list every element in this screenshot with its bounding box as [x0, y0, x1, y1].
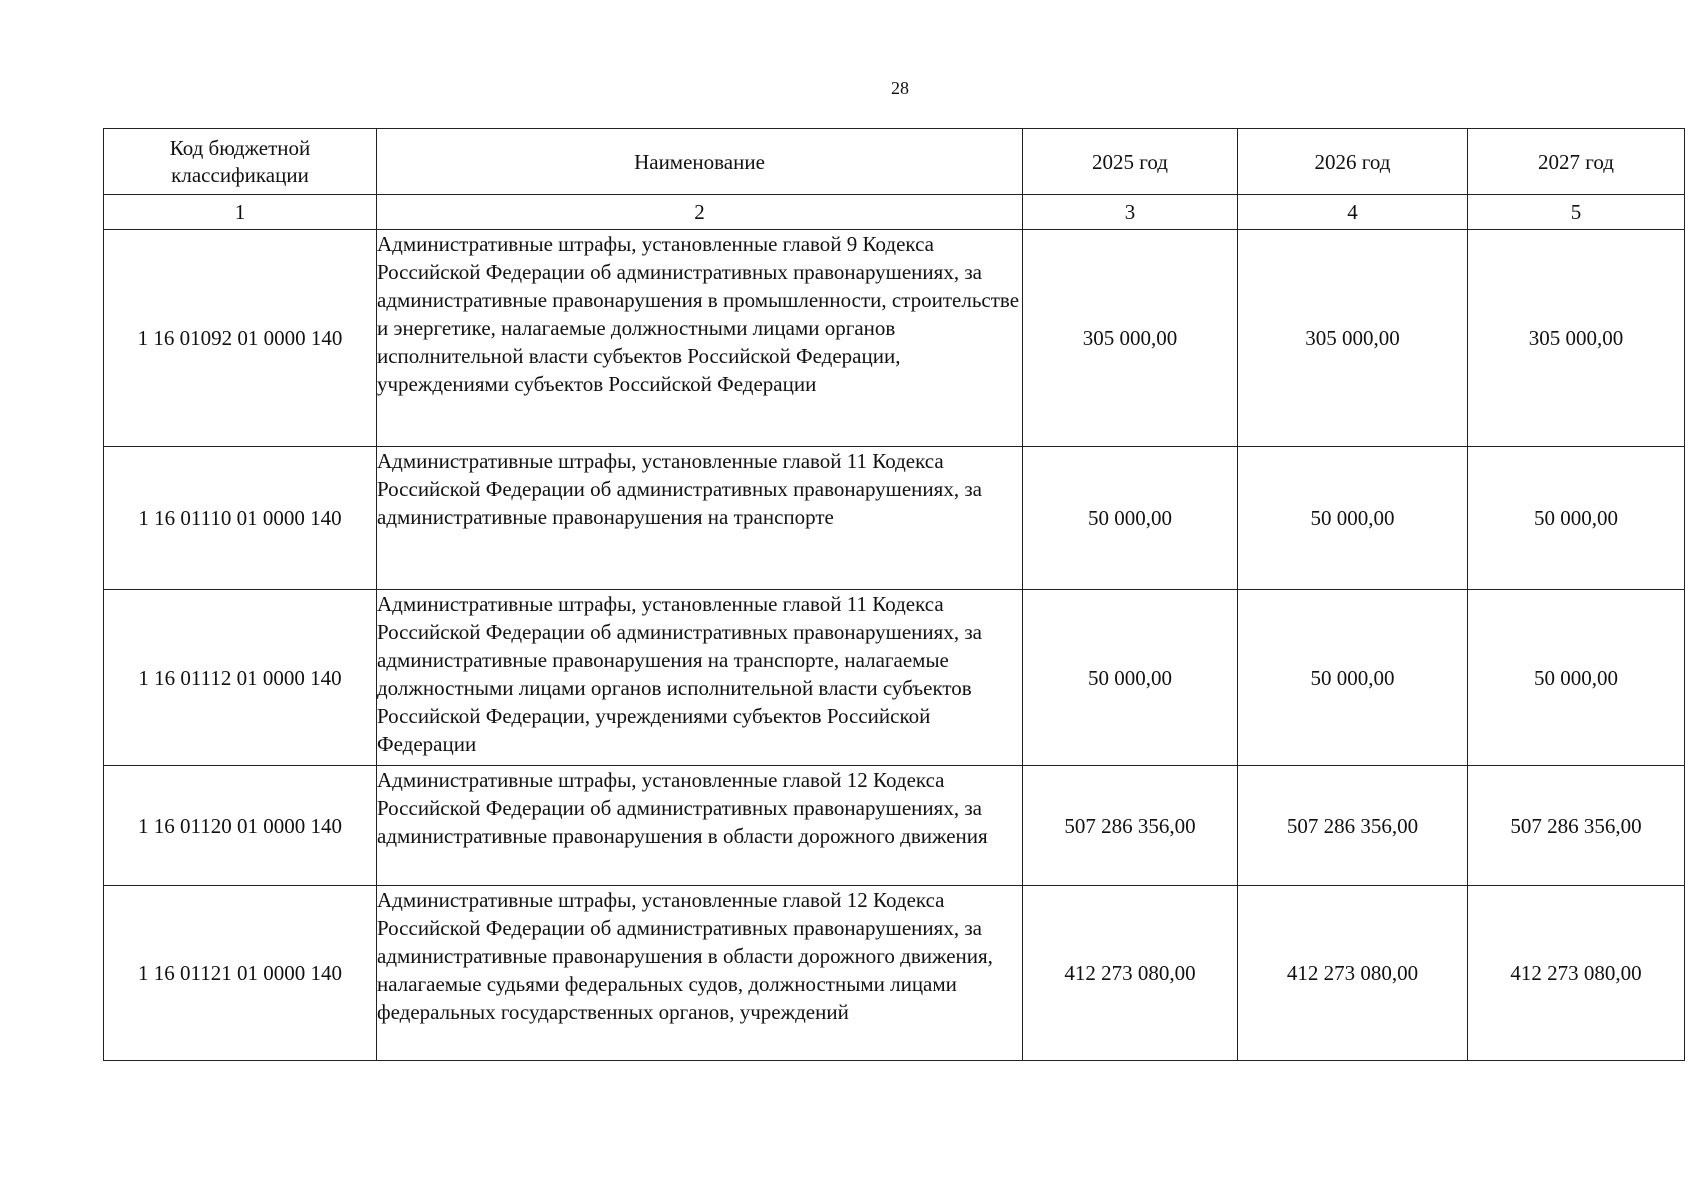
item-name: Административные штрафы, установленные главой 11 Кодекса Российской Федерации об административных правонарушениях, за административные правонарушения на транспорте, налагаемые должностными лицами органов исполнительной власти субъектов Российской Федерации, учреждениями субъектов Российской Федерации — [377, 590, 1023, 766]
amount-2026: 507 286 356,00 — [1238, 766, 1468, 886]
item-name: Административные штрафы, установленные главой 11 Кодекса Российской Федерации об административных правонарушениях, за административные правонарушения на транспорте — [377, 447, 1023, 590]
table-row — [104, 886, 1685, 1061]
amount-2025: 50 000,00 — [1023, 590, 1238, 766]
table-row — [104, 447, 1685, 590]
header-2025: 2025 год — [1023, 129, 1238, 195]
amount-2027: 412 273 080,00 — [1468, 886, 1685, 1061]
column-number: 1 — [104, 195, 377, 230]
amount-2027: 305 000,00 — [1468, 230, 1685, 447]
amount-2025: 305 000,00 — [1023, 230, 1238, 447]
budget-code: 1 16 01110 01 0000 140 — [104, 447, 377, 590]
amount-2025: 50 000,00 — [1023, 447, 1238, 590]
budget-table — [103, 128, 1685, 1061]
header-2027: 2027 год — [1468, 129, 1685, 195]
budget-code: 1 16 01120 01 0000 140 — [104, 766, 377, 886]
amount-2027: 50 000,00 — [1468, 590, 1685, 766]
amount-2025: 507 286 356,00 — [1023, 766, 1238, 886]
table-row — [104, 590, 1685, 766]
header-2026: 2026 год — [1238, 129, 1468, 195]
item-name: Административные штрафы, установленные главой 9 Кодекса Российской Федерации об административных правонарушениях, за административные правонарушения в промышленности, строительстве и энергетике, налагаемые должностными лицами органов исполнительной власти субъектов Российской Федерации, учреждениями субъектов Российской Федерации — [377, 230, 1023, 447]
amount-2027: 50 000,00 — [1468, 447, 1685, 590]
amount-2025: 412 273 080,00 — [1023, 886, 1238, 1061]
column-number-row — [104, 195, 1685, 230]
header-name: Наименование — [377, 129, 1023, 195]
budget-code: 1 16 01121 01 0000 140 — [104, 886, 377, 1061]
amount-2027: 507 286 356,00 — [1468, 766, 1685, 886]
amount-2026: 305 000,00 — [1238, 230, 1468, 447]
page-number: 28 — [891, 78, 909, 98]
table-row — [104, 766, 1685, 886]
amount-2026: 50 000,00 — [1238, 447, 1468, 590]
header-row — [104, 129, 1685, 195]
amount-2026: 50 000,00 — [1238, 590, 1468, 766]
column-number: 4 — [1238, 195, 1468, 230]
column-number: 3 — [1023, 195, 1238, 230]
amount-2026: 412 273 080,00 — [1238, 886, 1468, 1061]
budget-code: 1 16 01092 01 0000 140 — [104, 230, 377, 447]
item-name: Административные штрафы, установленные главой 12 Кодекса Российской Федерации об административных правонарушениях, за административные правонарушения в области дорожного движения — [377, 766, 1023, 886]
budget-code: 1 16 01112 01 0000 140 — [104, 590, 377, 766]
column-number: 5 — [1468, 195, 1685, 230]
header-code: Код бюджетной классификации — [104, 129, 377, 195]
column-number: 2 — [377, 195, 1023, 230]
item-name: Административные штрафы, установленные главой 12 Кодекса Российской Федерации об административных правонарушениях, за административные правонарушения в области дорожного движения, налагаемые судьями федеральных судов, должностными лицами федеральных государственных органов, учреждений — [377, 886, 1023, 1061]
table-row — [104, 230, 1685, 447]
